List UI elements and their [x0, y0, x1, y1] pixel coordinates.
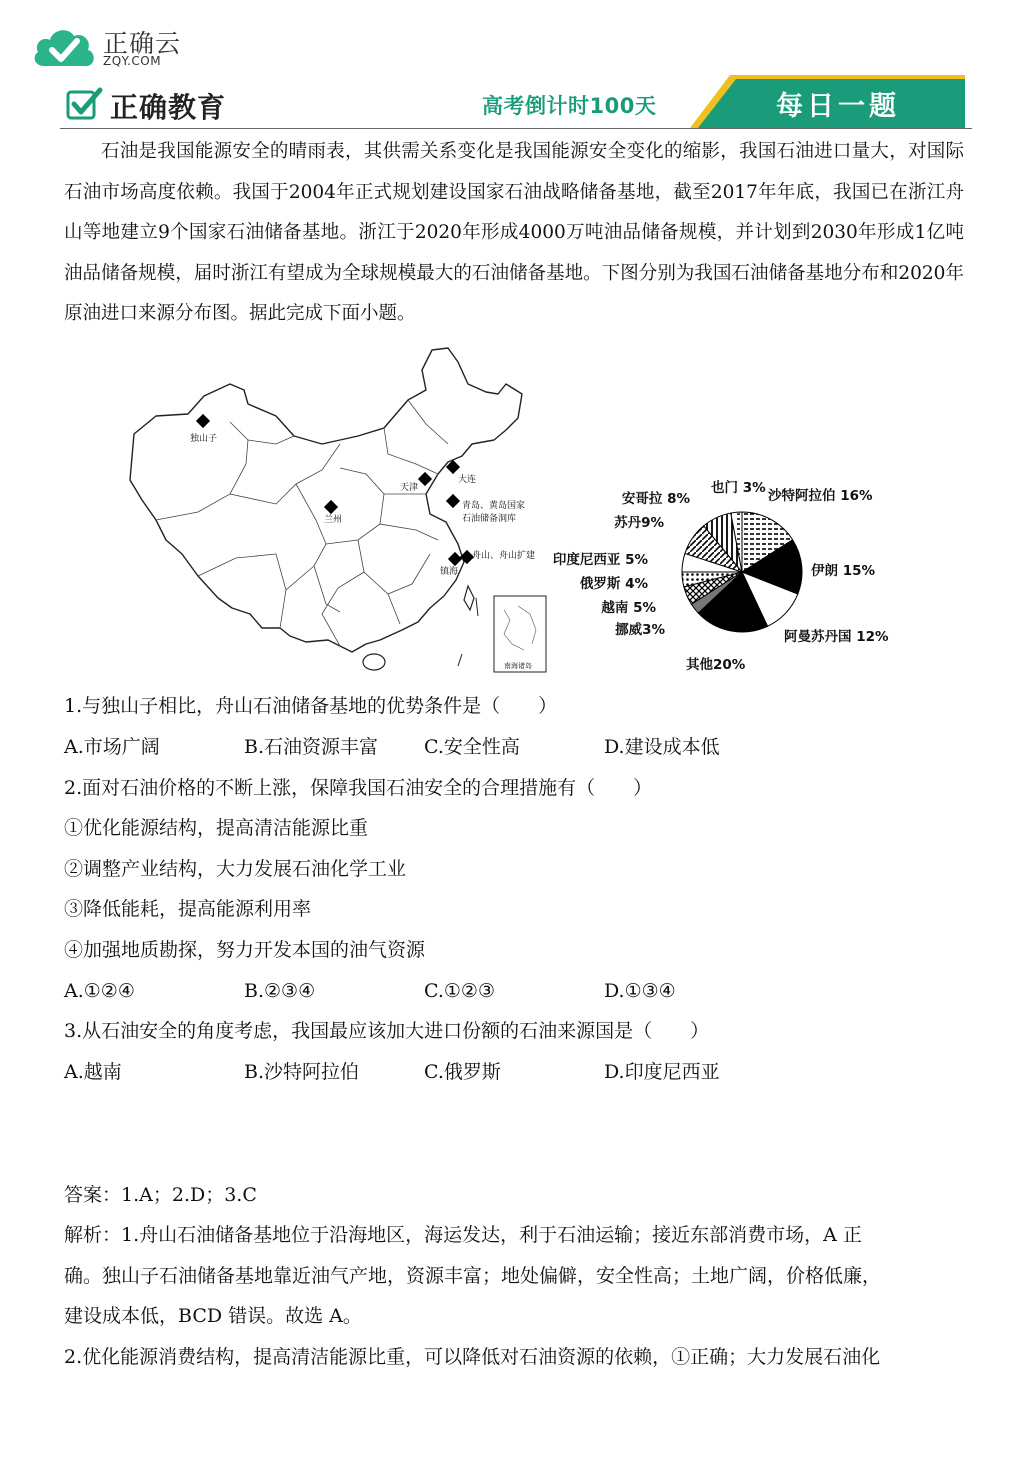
question-1-stem: 1.与独山子相比，舟山石油储备基地的优势条件是（ ）: [64, 695, 558, 717]
marker-zhenhai: [448, 552, 462, 566]
map-label-qingdao-2: 石油储备洞库: [462, 514, 517, 524]
checkbox-logo-icon: [66, 88, 102, 120]
q2-option-a[interactable]: A.①②④: [64, 980, 135, 1002]
passage: 石油是我国能源安全的晴雨表，其供需关系变化是我国能源安全变化的缩影，我国石油进口量大，对国际石油市场高度依赖。我国于2004年正式规划建设国家石油战略储备基地，截至2017年年底，我国已在浙江舟山等地建立9个国家石油储备基地。浙江于2020年形成4000万吨油品储备规模，并计划到2030年形成1亿吨油品储备规模，届时浙江有望成为全球规模最大的石油储备基地。下图分别为我国石油储备基地分布和2020年原油进口来源分布图。据此完成下面小题。: [64, 141, 964, 324]
q3-option-c[interactable]: C.俄罗斯: [424, 1061, 501, 1083]
map-label-zhoushan: 舟山、舟山扩建: [472, 551, 536, 561]
analysis-line-2: 确。独山子石油储备基地靠近油气产地，资源丰富；地处偏僻，安全性高；土地广阔，价格低廉，: [64, 1265, 882, 1287]
map-label-zhenhai: 镇海: [440, 567, 459, 577]
q1-option-d[interactable]: D.建设成本低: [604, 736, 720, 758]
q2-option-b[interactable]: B.②③④: [244, 980, 316, 1002]
map-label-tianjin: 天津: [400, 483, 419, 493]
answer-line: 答案：1.A；2.D；3.C: [64, 1184, 257, 1206]
q1-option-c[interactable]: C.安全性高: [424, 736, 520, 758]
q2-statement-1: ①优化能源结构，提高清洁能源比重: [64, 817, 369, 839]
q1-option-b[interactable]: B.石油资源丰富: [244, 736, 379, 758]
q1-option-a[interactable]: A.市场广阔: [64, 736, 160, 758]
map-label-nanhai: 南海诸岛: [504, 662, 532, 670]
pie-label-8: 印度尼西亚 5%: [552, 552, 648, 568]
question-2-options: [64, 971, 964, 1011]
q3-option-b[interactable]: B.沙特阿拉伯: [244, 1061, 360, 1083]
pie-label-5: 挪威3%: [615, 622, 665, 638]
marker-dushanzi: [196, 414, 210, 428]
pie-label-1: 沙特阿拉伯 16%: [768, 488, 873, 504]
q2-statement-4: ④加强地质勘探，努力开发本国的油气资源: [64, 939, 426, 961]
pie-label-2: 伊朗 15%: [811, 563, 876, 579]
map-label-qingdao: 青岛、黄岛国家: [462, 501, 526, 511]
analysis-line-4: 2.优化能源消费结构，提高清洁能源比重，可以降低对石油资源的依赖，①正确；大力发展石油化: [64, 1346, 881, 1368]
pie-label-10: 安哥拉 8%: [621, 491, 690, 507]
q2-statement-2: ②调整产业结构，大力发展石油化学工业: [64, 858, 407, 880]
q2-statement-3: ③降低能耗，提高能源利用率: [64, 898, 312, 920]
map-label-dalian: 大连: [458, 475, 477, 485]
pie-slices: [682, 512, 802, 632]
marker-tianjin: [418, 472, 432, 486]
daily-title: 每日一题: [776, 91, 900, 122]
analysis-line-3: 建设成本低，BCD 错误。故选 A。: [64, 1305, 362, 1327]
q2-option-c[interactable]: C.①②③: [424, 980, 495, 1002]
edu-title: 正确教育: [110, 91, 227, 124]
header-divider: [60, 128, 972, 129]
q2-option-d[interactable]: D.①③④: [604, 980, 676, 1002]
question-3-stem: 3.从石油安全的角度考虑，我国最应该加大进口份额的石油来源国是（ ）: [64, 1020, 710, 1042]
question-2-stem: 2.面对石油价格的不断上涨，保障我国石油安全的合理措施有（ ）: [64, 777, 653, 799]
pie-label-11: 也门 3%: [711, 480, 766, 496]
countdown-text: 高考倒计时100天: [482, 94, 657, 118]
pie-label-4: 其他20%: [686, 657, 746, 673]
brand-name: 正确云: [103, 29, 182, 58]
analysis-line-1: 解析：1.舟山石油储备基地位于沿海地区，海运发达，利于石油运输；接近东部消费市场，A 正: [64, 1224, 862, 1246]
question-3-options: [64, 1052, 964, 1092]
marker-lanzhou: [324, 500, 338, 514]
logo-cloud-icon: [30, 22, 98, 70]
marker-qingdao: [446, 494, 460, 508]
oil-import-pie-chart: [552, 462, 930, 677]
pie-label-9: 苏丹9%: [614, 515, 664, 531]
q3-option-d[interactable]: D.印度尼西亚: [604, 1061, 720, 1083]
q3-option-a[interactable]: A.越南: [64, 1061, 122, 1083]
pie-label-7: 俄罗斯 4%: [579, 576, 648, 592]
pie-label-6: 越南 5%: [601, 600, 656, 616]
map-label-lanzhou: 兰州: [324, 515, 343, 525]
brand-domain: ZQY.COM: [103, 54, 162, 68]
pie-label-3: 阿曼苏丹国 12%: [784, 629, 889, 645]
question-1-options: [64, 727, 964, 767]
china-oil-reserve-map: [126, 344, 552, 674]
map-label-dushanzi: 独山子: [190, 434, 218, 444]
